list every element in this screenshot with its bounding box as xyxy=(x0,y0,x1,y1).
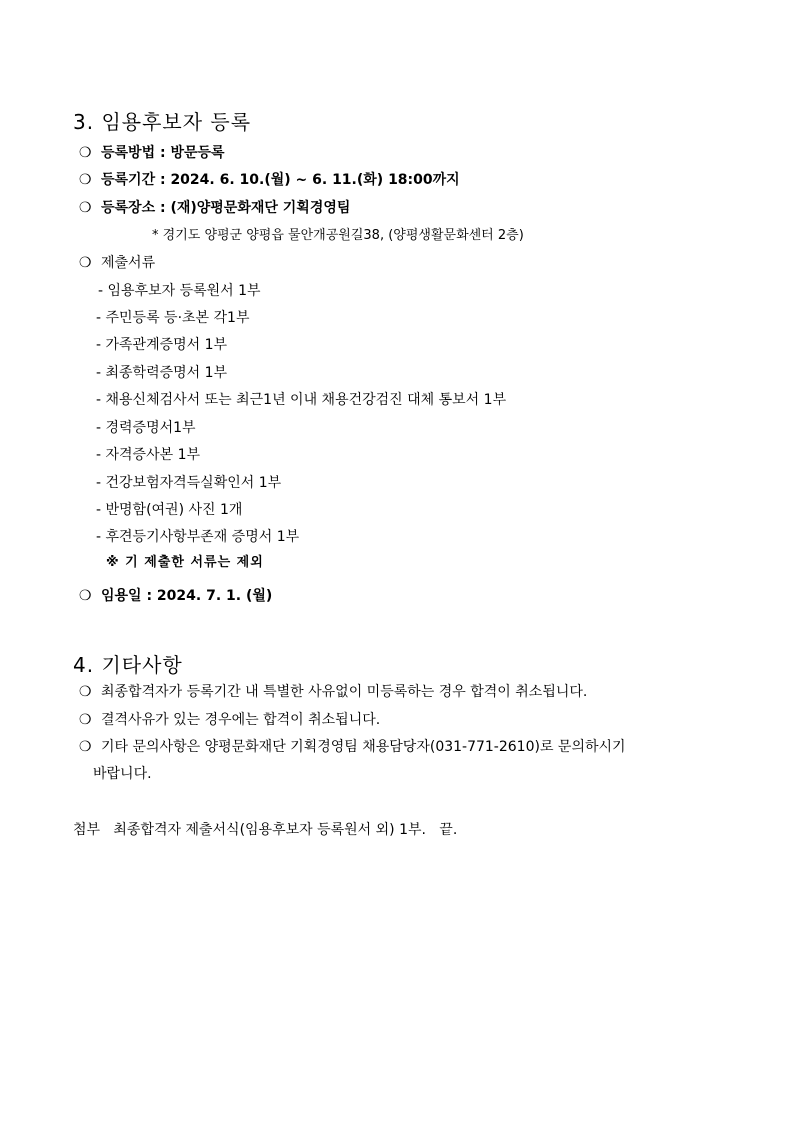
registration-place-text: 등록장소 : (재)양평문화재단 기획경영팀 xyxy=(101,200,351,216)
misc-item xyxy=(79,738,626,756)
documents-title xyxy=(79,254,155,272)
misc-item xyxy=(79,683,587,701)
misc-item xyxy=(79,711,380,729)
misc-item-text: 최종합격자가 등록기간 내 특별한 사유없이 미등록하는 경우 합격이 취소됩니다. xyxy=(101,684,588,700)
registration-place xyxy=(79,199,350,217)
section-4-title: 4. 기타사항 xyxy=(73,653,183,677)
document-item: - 채용신체검사서 또는 최근1년 이내 채용건강검진 대체 통보서 1부 xyxy=(96,392,507,408)
bullet-icon: ❍ xyxy=(79,712,92,728)
registration-method-text: 등록방법 : 방문등록 xyxy=(101,145,225,161)
start-date-text: 임용일 : 2024. 7. 1. (월) xyxy=(101,588,273,604)
bullet-icon: ❍ xyxy=(79,255,92,271)
misc-item-text: 기타 문의사항은 양평문화재단 기획경영팀 채용담당자(031-771-2610)로 문의하시기 xyxy=(101,739,626,755)
document-item: - 후견등기사항부존재 증명서 1부 xyxy=(96,529,300,545)
start-date xyxy=(79,587,272,605)
attachment-line: 첨부 최종합격자 제출서식(임용후보자 등록원서 외) 1부. 끝. xyxy=(73,822,458,838)
document-item: - 임용후보자 등록원서 1부 xyxy=(98,283,261,299)
documents-note: ※ 기 제출한 서류는 제외 xyxy=(106,555,264,570)
bullet-icon: ❍ xyxy=(79,200,92,216)
documents-title-text: 제출서류 xyxy=(101,255,156,271)
misc-item-continued: 바랍니다. xyxy=(93,766,152,782)
document-item: - 경력증명서1부 xyxy=(96,420,196,436)
registration-method xyxy=(79,144,225,162)
document-item: - 가족관계증명서 1부 xyxy=(96,337,228,353)
bullet-icon: ❍ xyxy=(79,588,92,604)
bullet-icon: ❍ xyxy=(79,172,92,188)
misc-item-text: 결격사유가 있는 경우에는 합격이 취소됩니다. xyxy=(101,712,381,728)
registration-period-text: 등록기간 : 2024. 6. 10.(월) ~ 6. 11.(화) 18:00까지 xyxy=(101,172,460,188)
document-item: - 반명함(여권) 사진 1개 xyxy=(96,502,243,518)
section-3-title: 3. 임용후보자 등록 xyxy=(73,110,252,134)
document-item: - 건강보험자격득실확인서 1부 xyxy=(96,475,282,491)
registration-address: * 경기도 양평군 양평읍 물안개공원길38, (양평생활문화센터 2층) xyxy=(152,228,524,243)
bullet-icon: ❍ xyxy=(79,739,92,755)
document-item: - 자격증사본 1부 xyxy=(96,447,201,463)
document-item: - 최종학력증명서 1부 xyxy=(96,365,228,381)
bullet-icon: ❍ xyxy=(79,145,92,161)
bullet-icon: ❍ xyxy=(79,684,92,700)
document-item: - 주민등록 등·초본 각1부 xyxy=(96,310,250,326)
registration-period xyxy=(79,171,460,189)
